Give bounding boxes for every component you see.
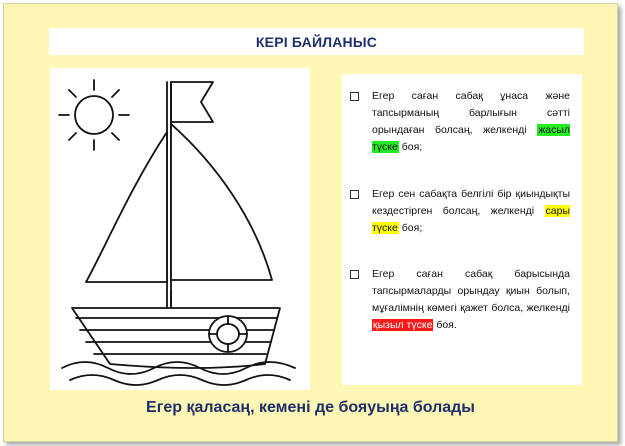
highlight-green: жасыл түске [372, 124, 570, 153]
instruction-item-yellow [372, 186, 570, 237]
instruction-text-end: боя; [401, 141, 423, 153]
instruction-item-green [372, 88, 570, 156]
instruction-item-red [372, 266, 570, 334]
highlight-red: қызыл түске [373, 319, 433, 331]
instructions-panel [342, 74, 582, 385]
title-bar [49, 28, 584, 55]
checkbox-bullet-icon [350, 92, 359, 101]
slide [3, 3, 618, 442]
instruction-text: Егер сен сабақта белгілі бір қиындықты кездестірген болсаң, желкенді [372, 188, 570, 217]
highlight-yellow: сары түске [372, 205, 570, 234]
footer-note: Егер қаласаң, кемені де бояуыңа болады [146, 399, 475, 416]
sailboat-icon [50, 68, 310, 390]
sun-icon [59, 80, 129, 150]
page-title: КЕРІ БАЙЛАНЫС [255, 33, 378, 50]
instruction-text-end: боя. [436, 319, 457, 331]
checkbox-bullet-icon [350, 270, 359, 279]
instruction-text: Егер саған сабақ барысында тапсырмаларды орындау қиын болып, мұғалімнің көмегі қажет болса, желкенді [372, 268, 570, 314]
sailboat-picture [50, 68, 310, 390]
checkbox-bullet-icon [350, 190, 359, 199]
instruction-text-end: боя; [401, 222, 423, 234]
instruction-text: Егер саған сабақ ұнаса және тапсырманың барлығын сәтті орындаған болсаң, желкенді [372, 90, 570, 136]
